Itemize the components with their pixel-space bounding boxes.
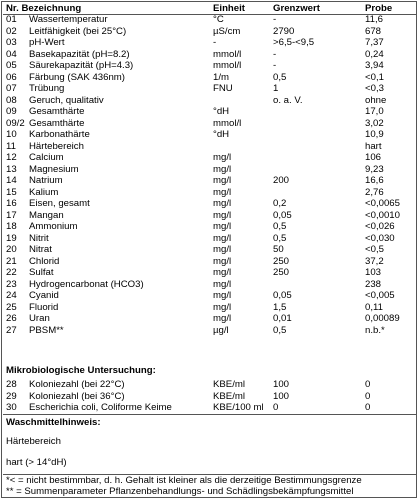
- table-row: [2, 279, 418, 291]
- cell-probe: ohne: [365, 94, 387, 106]
- cell-einheit: µS/cm: [213, 25, 241, 37]
- cell-probe: 0,11: [365, 301, 383, 313]
- cell-einheit: mg/l: [213, 209, 232, 221]
- cell-nr: 27: [6, 324, 17, 336]
- cell-bezeichnung: Ammonium: [29, 221, 78, 232]
- table-row: [2, 244, 418, 256]
- cell-nr: 03: [6, 37, 17, 48]
- cell-einheit: mg/l: [213, 232, 232, 244]
- cell-einheit: mg/l: [213, 186, 232, 198]
- cell-probe: 678: [365, 25, 382, 37]
- cell-einheit: mg/l: [213, 163, 232, 175]
- cell-nr: 20: [6, 244, 17, 255]
- cell-grenzwert: 0,5: [273, 71, 287, 83]
- cell-nr: 15: [6, 186, 17, 198]
- cell-probe: <0,0065: [365, 198, 400, 209]
- cell-probe: <0,3: [365, 83, 384, 94]
- cell-bezeichnung: Escherichia coli, Coliforme Keime: [29, 402, 172, 413]
- cell-probe: 0,00089: [365, 313, 400, 324]
- table-row: [2, 95, 418, 107]
- cell-einheit: °dH: [213, 106, 230, 117]
- cell-probe: 0,24: [365, 48, 384, 60]
- cell-bezeichnung: Koloniezahl (bei 36°C): [29, 390, 125, 402]
- cell-nr: 09/2: [6, 117, 25, 129]
- cell-nr: 19: [6, 232, 17, 244]
- cell-bezeichnung: Magnesium: [29, 163, 79, 175]
- cell-bezeichnung: Härtebereich: [29, 140, 84, 152]
- table-row: [2, 210, 418, 222]
- cell-nr: 18: [6, 221, 17, 232]
- cell-grenzwert: 0,2: [273, 198, 287, 209]
- cell-grenzwert: 0,05: [273, 209, 292, 221]
- table-row: [2, 129, 418, 141]
- cell-nr: 02: [6, 25, 17, 37]
- cell-grenzwert: 0,05: [273, 290, 292, 301]
- table-row: [2, 175, 418, 187]
- cell-probe: <0,005: [365, 290, 395, 301]
- cell-bezeichnung: Nitrat: [29, 244, 52, 255]
- cell-probe: 238: [365, 278, 382, 290]
- cell-nr: 07: [6, 83, 17, 94]
- cell-nr: 08: [6, 94, 17, 106]
- cell-probe: 106: [365, 152, 382, 163]
- cell-probe: hart: [365, 140, 382, 152]
- cell-nr: 24: [6, 290, 17, 301]
- cell-grenzwert: 250: [273, 255, 290, 267]
- cell-probe: 7,37: [365, 37, 384, 48]
- cell-probe: 0: [365, 390, 371, 402]
- table-row: [2, 379, 418, 391]
- table-row: [2, 152, 418, 164]
- cell-probe: 37,2: [365, 255, 384, 267]
- cell-grenzwert: 0,5: [273, 324, 287, 336]
- cell-einheit: mg/l: [213, 301, 232, 313]
- cell-grenzwert: -: [273, 48, 277, 60]
- cell-bezeichnung: Calcium: [29, 152, 64, 163]
- cell-nr: 16: [6, 198, 17, 209]
- cell-grenzwert: -: [273, 60, 277, 71]
- cell-einheit: mmol/l: [213, 60, 242, 71]
- cell-probe: 2,76: [365, 186, 384, 198]
- cell-probe: <0,0010: [365, 209, 400, 221]
- cell-nr: 26: [6, 313, 17, 324]
- header-einheit: Einheit: [213, 3, 245, 14]
- table-row: [2, 72, 418, 84]
- cell-nr: 04: [6, 48, 17, 60]
- cell-einheit: °C: [213, 14, 224, 25]
- micro-title: Mikrobiologische Untersuchung:: [6, 365, 156, 376]
- table-row: [2, 26, 418, 38]
- cell-probe: 3,94: [365, 60, 384, 71]
- cell-einheit: KBE/ml: [213, 379, 245, 390]
- cell-einheit: µg/l: [213, 324, 229, 336]
- table-row: [2, 60, 418, 72]
- header-grenzwert: Grenzwert: [273, 3, 320, 14]
- table-row: [2, 106, 418, 118]
- table-row: [2, 290, 418, 302]
- cell-bezeichnung: Uran: [29, 313, 50, 324]
- table-row: [2, 164, 418, 176]
- cell-nr: 21: [6, 255, 17, 267]
- table-row: [2, 198, 418, 210]
- table-row: [2, 233, 418, 245]
- table-row: [2, 402, 418, 414]
- cell-bezeichnung: Gesamthärte: [29, 106, 85, 117]
- cell-grenzwert: >6,5-<9,5: [273, 37, 315, 48]
- cell-bezeichnung: Eisen, gesamt: [29, 198, 90, 209]
- table-row: [2, 14, 418, 26]
- cell-einheit: mg/l: [213, 313, 232, 324]
- table-row: [2, 141, 418, 153]
- cell-bezeichnung: Nitrit: [29, 232, 49, 244]
- cell-bezeichnung: Natrium: [29, 175, 63, 186]
- header-probe: Probe: [365, 3, 393, 14]
- cell-bezeichnung: pH-Wert: [29, 37, 65, 48]
- cell-grenzwert: -: [273, 14, 277, 25]
- table-row: [2, 37, 418, 49]
- cell-bezeichnung: Wassertemperatur: [29, 14, 108, 25]
- cell-probe: 11,6: [365, 14, 383, 25]
- cell-probe: 0: [365, 402, 371, 413]
- hint-title: Waschmittelhinweis:: [6, 417, 101, 428]
- table-row: [2, 325, 418, 337]
- cell-grenzwert: 200: [273, 175, 290, 186]
- cell-einheit: KBE/100 ml: [213, 402, 264, 413]
- hint-line-2: hart (> 14°dH): [6, 457, 67, 468]
- analysis-table: [1, 1, 417, 498]
- cell-einheit: 1/m: [213, 71, 229, 83]
- cell-probe: 10,9: [365, 129, 384, 140]
- cell-einheit: mg/l: [213, 221, 232, 232]
- cell-probe: <0,030: [365, 232, 395, 244]
- cell-bezeichnung: Karbonathärte: [29, 129, 90, 140]
- cell-einheit: mg/l: [213, 152, 232, 163]
- cell-einheit: mg/l: [213, 278, 232, 290]
- cell-probe: 17,0: [365, 106, 384, 117]
- table-row: [2, 187, 418, 199]
- cell-einheit: mg/l: [213, 267, 232, 278]
- cell-bezeichnung: Hydrogencarbonat (HCO3): [29, 278, 144, 290]
- cell-probe: 3,02: [365, 117, 384, 129]
- cell-nr: 11: [6, 140, 16, 152]
- table-row: [2, 118, 418, 130]
- cell-bezeichnung: Trübung: [29, 83, 65, 94]
- micro-divider: [3, 414, 417, 415]
- cell-probe: 9,23: [365, 163, 384, 175]
- cell-grenzwert: 0,01: [273, 313, 292, 324]
- cell-nr: 23: [6, 278, 17, 290]
- cell-probe: <0,5: [365, 244, 384, 255]
- cell-probe: <0,1: [365, 71, 384, 83]
- cell-grenzwert: 1: [273, 83, 279, 94]
- cell-nr: 25: [6, 301, 17, 313]
- cell-einheit: mg/l: [213, 198, 232, 209]
- cell-einheit: mg/l: [213, 290, 232, 301]
- cell-nr: 22: [6, 267, 17, 278]
- cell-nr: 14: [6, 175, 17, 186]
- cell-einheit: mg/l: [213, 244, 232, 255]
- table-row: [2, 49, 418, 61]
- table-row: [2, 221, 418, 233]
- table-row: [2, 256, 418, 268]
- cell-grenzwert: o. a. V.: [273, 94, 303, 106]
- cell-bezeichnung: Leitfähigkeit (bei 25°C): [29, 25, 127, 37]
- cell-bezeichnung: Koloniezahl (bei 22°C): [29, 379, 125, 390]
- cell-einheit: KBE/ml: [213, 390, 245, 402]
- cell-bezeichnung: Säurekapazität (pH=4.3): [29, 60, 134, 71]
- cell-bezeichnung: Kalium: [29, 186, 59, 198]
- cell-bezeichnung: Cyanid: [29, 290, 59, 301]
- hint-line-1: Härtebereich: [6, 436, 61, 447]
- table-row: [2, 267, 418, 279]
- cell-bezeichnung: Basekapazität (pH=8.2): [29, 48, 130, 60]
- cell-grenzwert: 0: [273, 402, 279, 413]
- cell-nr: 28: [6, 379, 17, 390]
- cell-bezeichnung: Gesamthärte: [29, 117, 85, 129]
- cell-grenzwert: 250: [273, 267, 290, 278]
- cell-probe: <0,026: [365, 221, 395, 232]
- cell-nr: 05: [6, 60, 17, 71]
- cell-bezeichnung: Sulfat: [29, 267, 54, 278]
- table-row: [2, 391, 418, 403]
- table-row: [2, 302, 418, 314]
- cell-nr: 17: [6, 209, 17, 221]
- cell-grenzwert: 50: [273, 244, 284, 255]
- cell-grenzwert: 2790: [273, 25, 295, 37]
- cell-einheit: mmol/l: [213, 117, 242, 129]
- cell-grenzwert: 100: [273, 379, 290, 390]
- cell-einheit: mg/l: [213, 175, 232, 186]
- cell-bezeichnung: Mangan: [29, 209, 64, 221]
- cell-einheit: FNU: [213, 83, 233, 94]
- cell-nr: 29: [6, 390, 17, 402]
- cell-probe: 0: [365, 379, 371, 390]
- cell-bezeichnung: PBSM**: [29, 324, 64, 336]
- table-row: [2, 83, 418, 95]
- cell-probe: 103: [365, 267, 382, 278]
- cell-probe: 16,6: [365, 175, 384, 186]
- cell-einheit: mg/l: [213, 255, 232, 267]
- cell-grenzwert: 100: [273, 390, 290, 402]
- cell-bezeichnung: Geruch, qualitativ: [29, 94, 104, 106]
- header-nr-bezeichnung: Nr. Bezeichnung: [6, 3, 82, 14]
- cell-einheit: °dH: [213, 129, 230, 140]
- footnote-2: ** = Summenparameter Pflanzenbehandlungs- und Schädlingsbekämpfungsmittel: [6, 486, 354, 497]
- cell-nr: 09: [6, 106, 17, 117]
- table-header: [2, 3, 418, 15]
- cell-bezeichnung: Fluorid: [29, 301, 59, 313]
- cell-probe: n.b.*: [365, 324, 385, 336]
- cell-einheit: -: [213, 37, 217, 48]
- table-row: [2, 313, 418, 325]
- footnote-1: *< = nicht bestimmbar, d. h. Gehalt ist kleiner als die derzeitige Bestimmungsgrenze: [6, 475, 362, 486]
- cell-grenzwert: 1,5: [273, 301, 287, 313]
- cell-grenzwert: 0,5: [273, 232, 287, 244]
- cell-nr: 06: [6, 71, 17, 83]
- cell-nr: 30: [6, 402, 17, 413]
- cell-einheit: mmol/l: [213, 48, 242, 60]
- cell-bezeichnung: Chlorid: [29, 255, 60, 267]
- cell-bezeichnung: Färbung (SAK 436nm): [29, 71, 125, 83]
- cell-grenzwert: 0,5: [273, 221, 287, 232]
- cell-nr: 12: [6, 152, 17, 163]
- cell-nr: 13: [6, 163, 17, 175]
- cell-nr: 01: [6, 14, 17, 25]
- cell-nr: 10: [6, 129, 17, 140]
